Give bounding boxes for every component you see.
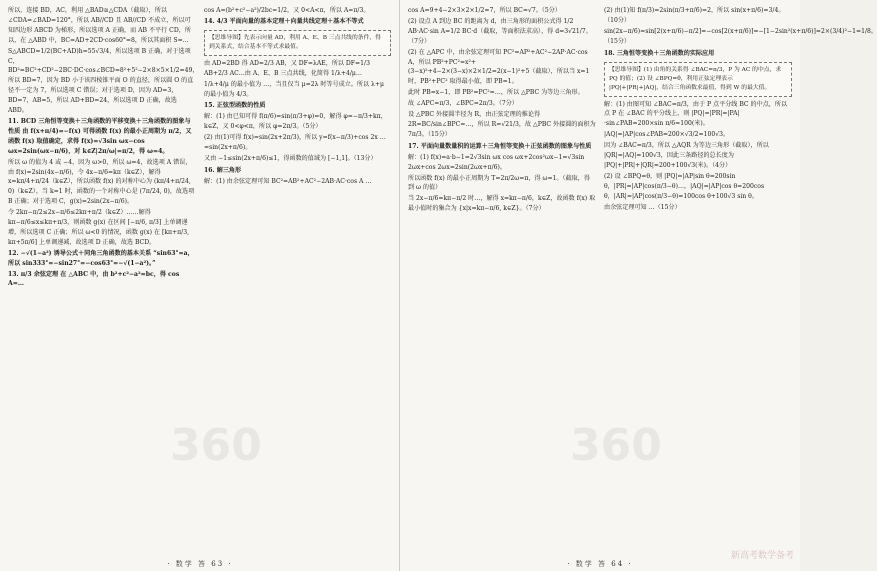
question-11: 11. BCD 三角恒等变换＋三角函数的平移变换＋三角函数的图象与性质 由 f(x+π/4)=−f(x) 可得函数 f(x) 的最小正周期为 π/2，又函数 f(x) 取值确定，求得 f(x)=√3sin ωx−cos ωx=2sin(ωx−π/6)，对 k∈Z|2π/ω|=π/2，得 ω=4。 xyxy=(8,117,192,155)
question-17: 17. 平面向量数量积的运算＋三角恒等变换＋正弦函数的图象与性质 xyxy=(408,142,592,150)
paragraph: cos A=9+4−2×3×2×1/2=7，所以 BC=√7。（5分） xyxy=(408,7,561,14)
paragraph: 由 AD=2BD 得 AD=2/3 AB，又 DF=λAE，所以 DF=1/3 AB+2/3 AC…由 A、E、B 三点共线，化简得 1/λ+4/μ… xyxy=(204,59,370,77)
paragraph: 解：(1) f(x)=a·b−1=2√3sin ωx cos ωx+2cos²ωx−1=√3sin 2ωx+cos 2ωx=2sin(2ωx+π/6)。 xyxy=(408,153,585,171)
paragraph: 解：(1) 由图可知 ∠BAC=π/3，由于 P 点平分线 BC 的中点，所以点 P 在 ∠BAC 的平分线上，则 |PQ|=|PR|=|PA|·sin∠PAB=200×sin π/6=100(米)。 xyxy=(604,100,788,128)
watermark: 360 xyxy=(170,420,262,471)
paragraph: 令 2kπ−π/2≤2x−π/6≤2kπ+π/2（k∈Z）……解得 kπ−π/6≤x≤kπ+π/3，则函数 g(x) 在区间 [−π/6, π/3] 上单调递增，所以选项 C 正确；所以 ω<0 的情况，函数 g(x) 在 [kπ+π/3, kπ+5π/6] 上单调递减，故选项 D 正确，故选 BCD。 xyxy=(8,209,190,246)
thinking-guide-box xyxy=(604,62,792,97)
paragraph: 此时 PB=x−1，即 PB²=PC²=…，所以 △PBC 为等边三角形。 xyxy=(408,89,584,97)
left-column-2 xyxy=(204,6,391,554)
right-column-1 xyxy=(408,6,596,554)
page-number-right: · 数学 答 64 · xyxy=(567,560,633,568)
paragraph: sin(2x−π/6)=sin[2(x+π/6)−π/2]=−cos[2(x+π/6)]=−[1−2sin²(x+π/6)]=2×(3/4)²−1=1/8。（15分） xyxy=(604,27,877,45)
paragraph: |AQ|=|AP|cos∠PAB=200×√3/2=100√3。 xyxy=(604,131,730,139)
paragraph: (2) 设 ∠BPQ=θ，则 |PQ|=|AP|sin θ=200sin θ，|PR|=|AP|cos(π/3−θ)…，|AQ|=|AP|cos θ=200cos θ，|AR|=|AP|cos(π/3−θ)=100cos θ+100√3 sin θ。 xyxy=(604,172,765,200)
page-number-left: · 数学 答 63 · xyxy=(167,560,233,568)
paragraph: S△ABCD=1/2(BC+AD)h=55√3/4，所以选项 B 正确，对于选项 C，BD²=BC²+CD²−2BC·DC·cos∠BCD=8²+5²−2×8×5×1/2=49，所以 BD=7，因为 BD 小于该四棱锥平面 O 的直径，所以圆 O 的直径不一定为 7，所以选项 C 错误；对于选项 D，因为 AD=3，BD=7，AB=5，所以 AD+BD=24，所以选项 D 正确，故选 ABD。 xyxy=(8,47,199,115)
left-page xyxy=(0,0,400,571)
thinking-guide-box xyxy=(204,30,391,56)
paragraph: 1/λ+4/μ 的最小值为 …，当且仅当 μ=2λ 时等号成立。所以 λ+μ 的最小值为 4/3。 xyxy=(204,80,384,98)
paragraph: 当 2x−π/6=kπ−π/2 时…，解得 x=kπ−π/6，k∈Z，故函数 f(x) 取最小值时的集合为 {x|x=kπ−π/6, k∈Z}。（7分） xyxy=(408,195,596,213)
right-page xyxy=(400,0,877,571)
paragraph: (2) 设点 A 到边 BC 的距离为 d，由三角形的面积公式得 1/2 AB·AC·sin A=1/2 BC·d（截取，等面积法求高），得 d=3√21/7。（7分） xyxy=(408,17,592,45)
paragraph: 设 △PBC 外接圆半径为 R，由正弦定理的推论得 2R=BC/sin∠BPC=…，所以 R=√21/3，故 △PBC 外接圆的面积为 7π/3。（15分） xyxy=(408,111,596,138)
question-12: 12. −√(1−a²) 诱导公式＋同角三角函数的基本关系 “sin63°=a，所以 sin333°=−sin27°=−cos63°=−√(1−a²)。” xyxy=(8,249,194,267)
paragraph: 又由 −1≤sin(2x+π/6)≤1，得函数的值域为 [−1,1]。（13分） xyxy=(204,154,377,162)
question-15: 15. 正弦型函数的性质 xyxy=(204,102,266,110)
watermark: 360 xyxy=(570,420,662,471)
question-16: 16. 解三角形 xyxy=(204,166,242,174)
left-column-1 xyxy=(8,6,199,554)
stamp: 新高考数学备考 xyxy=(730,551,794,561)
question-13: 13. π/3 余弦定理 在 △ABC 中，由 b²+c²−a²=bc，得 cos A=… xyxy=(8,270,180,288)
paragraph: 由余弦定理可知 …（15分） xyxy=(604,203,681,211)
question-18: 18. 三角恒等变换＋三角函数的实际应用 xyxy=(604,49,715,57)
box-text: 【思维导图】先表示向量 AD，利用 A、E、B 三点共线的条件，得到关系式，结合基本不等式求最值。 xyxy=(209,34,381,50)
paragraph: 所以 ω 的值为 4 或 −4，因为 ω>0，所以 ω=4，故选项 A 错误，由 f(x)=2sin(4x−π/6)，令 4x−π/6=kπ（k∈Z），解得 x=kπ/4+π/24（k∈Z），所以函数 f(x) 的对称中心为 (kπ/4+π/24, 0)（k∈Z），当 k=1 时，函数的一个对称中心是 (7π/24, 0)，故选项 B 正确；对于选项 C，g(x)=2sin(2x−π/6)。 xyxy=(8,158,195,206)
paragraph: (2) 在 △APC 中，由余弦定理可知 PC²=AP²+AC²−2AP·AC·cos A，所以 PB²+PC²=x²+(3−x)²+4−2×(3−x)×2×1/2=2(x−1)²+5（截取），所以当 x=1 时，PB²+PC² 取得最小值，即 PB=1。 xyxy=(408,48,590,86)
box-text: 【思维导图】(1) 由角的关系得 ∠BAC=π/3，P 为 AC 的中点，求 PQ 的值；(2) 设 ∠BPQ=θ，利用正弦定理表示 |PQ|+|PR|+|AQ|，结合三角函数求最值，得到 W 的最大值。 xyxy=(609,66,782,91)
paragraph: 解：(1) 由余弦定理可知 BC²=AB²+AC²−2AB·AC·cos A … xyxy=(204,177,372,185)
paragraph: (2) 由(1)可得 f(x)=sin(2x+2π/3)，所以 y=f(x−π/3)+cos 2x …=sin(2x+π/6)。 xyxy=(204,134,386,152)
paragraph: 故 ∠APC=π/3，∠BPC=2π/3。（7分） xyxy=(408,100,518,108)
paragraph: cos A=(b²+c²−a²)/2bc=1/2，又 0<A<π，所以 A=π/3。 xyxy=(204,7,370,14)
paragraph: 所以函数 f(x) 的最小正周期为 T=2π/2ω=π，得 ω=1。（截取，得到 ω 的值） xyxy=(408,174,590,192)
question-14: 14. 4/3 平面向量的基本定理＋向量共线定理＋基本不等式 xyxy=(204,17,364,25)
paragraph: 因为 ∠BAC=π/3，所以 △AQR 为等边三角形（截取），所以 |QR|=|AQ|=100√3，因此三条路径的总长度为 |PQ|+|PR|+|QR|=200+100√3(米)。（4分） xyxy=(604,142,769,169)
paragraph: 所以，连接 BD，AC，利用 △BAD≅△CDA（截取），所以 ∠CDA=∠BAD=120°，所以 AB//CD 且 AB//CD 不成立，所以可知四边形 ABCD 为梯形，所以选项 A 正确，而 AB 不平行 CD，所以，在 △ABD 中，BC=AD+2CD·cos60°=8，所以其面积 S=… xyxy=(8,7,191,44)
paragraph: (2) 由(1)知 f(π/3)=2sin(π/3+π/6)=2，所以 sin(x+π/6)=3/4。（10分） xyxy=(604,7,785,24)
right-column-2 xyxy=(604,6,877,554)
paragraph: 解：(1) 由已知可得 f(π/6)=sin(π/3+φ)=0，解得 φ=−π/3+kπ，k∈Z，又 0<φ<π，所以 φ=2π/3。（5分） xyxy=(204,113,387,131)
